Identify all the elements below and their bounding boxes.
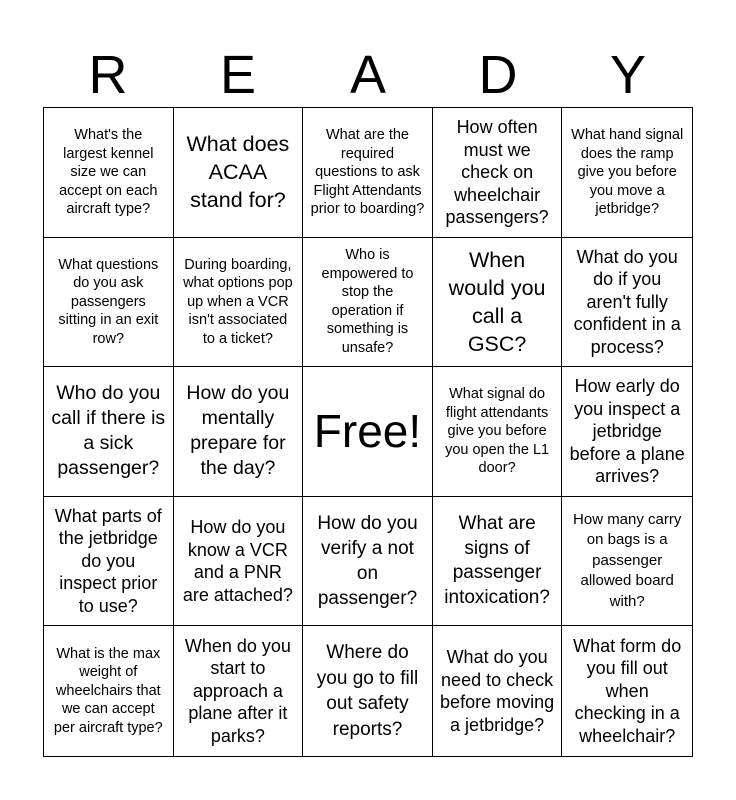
bingo-cell[interactable]: What questions do you ask passengers sitting in an exit row?	[44, 238, 174, 368]
bingo-grid	[43, 107, 693, 757]
bingo-cell[interactable]: How early do you inspect a jetbridge before a plane arrives?	[562, 367, 692, 497]
bingo-cell[interactable]: During boarding, what options pop up when a VCR isn't associated to a ticket?	[174, 238, 304, 368]
header-letter-y: Y	[609, 45, 647, 105]
bingo-cell[interactable]: How do you mentally prepare for the day?	[174, 367, 304, 497]
bingo-cell[interactable]: What are signs of passenger intoxication?	[433, 497, 563, 627]
bingo-cell[interactable]: What are the required questions to ask Flight Attendants prior to boarding?	[303, 108, 433, 238]
bingo-cell[interactable]: What do you need to check before moving a jetbridge?	[433, 626, 563, 756]
bingo-cell[interactable]: When do you start to approach a plane after it parks?	[174, 626, 304, 756]
bingo-cell[interactable]: How do you verify a not on passenger?	[303, 497, 433, 627]
bingo-cell[interactable]: How often must we check on wheelchair passengers?	[433, 108, 563, 238]
free-space-cell[interactable]: Free!	[303, 367, 433, 497]
bingo-cell[interactable]: What do you do if you aren't fully confident in a process?	[562, 238, 692, 368]
bingo-cell[interactable]: When would you call a GSC?	[433, 238, 563, 368]
header-letter-d: D	[478, 45, 518, 105]
header-letter-a: A	[349, 45, 387, 105]
bingo-cell[interactable]: What hand signal does the ramp give you before you move a jetbridge?	[562, 108, 692, 238]
bingo-cell[interactable]: How many carry on bags is a passenger allowed board with?	[562, 497, 692, 627]
bingo-cell[interactable]: What parts of the jetbridge do you inspect prior to use?	[44, 497, 174, 627]
bingo-cell[interactable]: What does ACAA stand for?	[174, 108, 304, 238]
bingo-header	[43, 42, 693, 108]
bingo-cell[interactable]: What signal do flight attendants give you before you open the L1 door?	[433, 367, 563, 497]
bingo-cell[interactable]: What's the largest kennel size we can accept on each aircraft type?	[44, 108, 174, 238]
header-letter-r: R	[88, 45, 128, 105]
bingo-cell[interactable]: What form do you fill out when checking in a wheelchair?	[573, 635, 682, 746]
bingo-cell[interactable]: Who is empowered to stop the operation if something is unsafe?	[303, 238, 433, 368]
header-letter-e: E	[219, 45, 257, 105]
bingo-cell[interactable]: Where do you go to fill out safety reports?	[303, 626, 433, 756]
bingo-cell[interactable]: Who do you call if there is a sick passenger?	[44, 367, 174, 497]
bingo-cell[interactable]: How do you know a VCR and a PNR are attached?	[174, 497, 304, 627]
bingo-cell[interactable]: What is the max weight of wheelchairs that we can accept per aircraft type?	[44, 626, 174, 756]
